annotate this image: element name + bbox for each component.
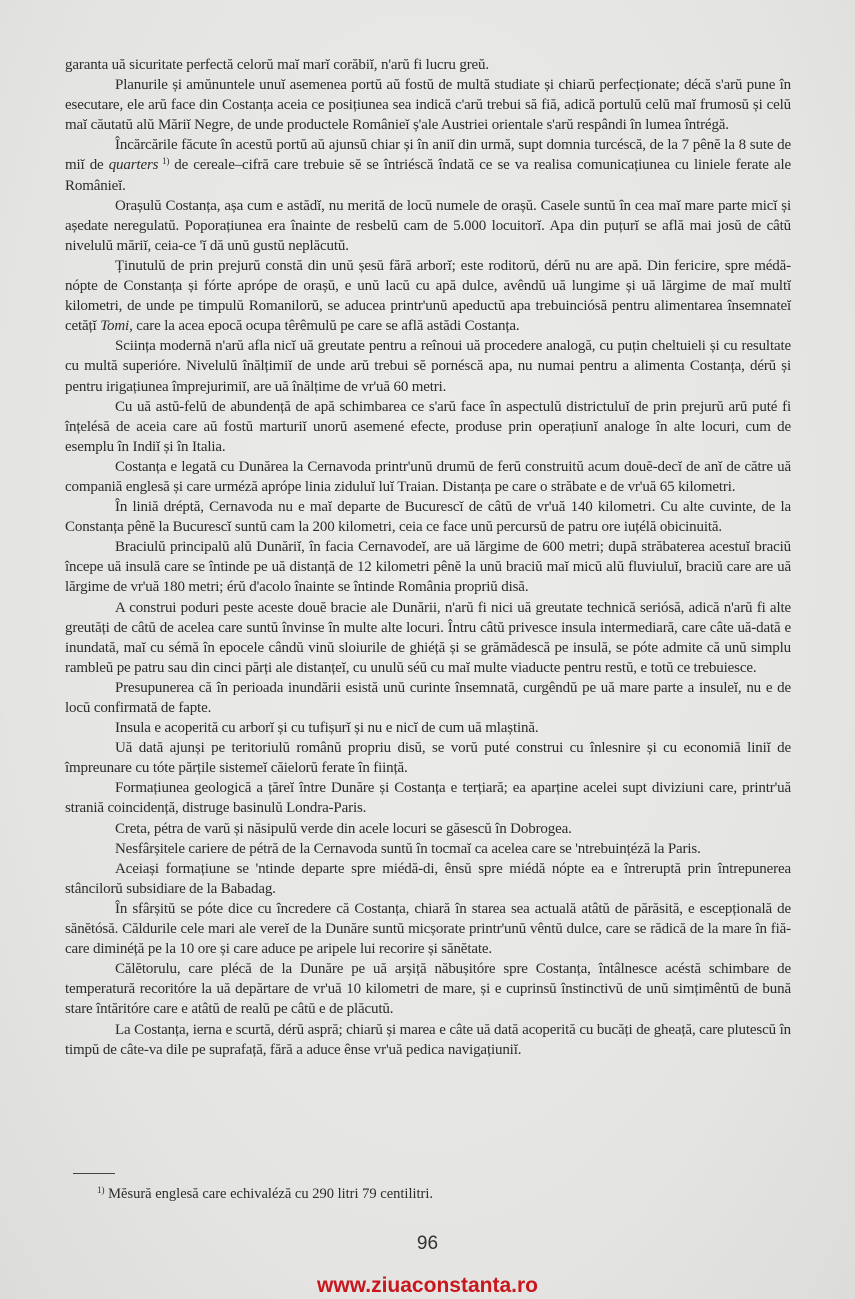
paragraph — [65, 778, 791, 818]
text-run: Insula e acoperită cu arborĭ și cu tufișurĭ și nu e nicĭ de cum uă mlaștină. — [115, 720, 539, 737]
text-run: Nesfârșitele cariere de pétră de la Cernavoda suntŭ în tocmaĭ ca acelea care se 'ntrebuințéză la Paris. — [115, 840, 701, 857]
paragraph — [65, 457, 791, 497]
text-run: În liniă dréptă, Cernavoda nu e maĭ departe de Bucurescĭ de câtŭ de vr'uă 140 kilometri. Cu alte cuvinte, de la Constanța pênĕ la Bucurescĭ suntŭ cam la 200 kilometri, ceia ce face unŭ percursŭ de patru ore iuțélă obicinuită. — [65, 499, 791, 536]
paragraph — [65, 397, 791, 457]
watermark: www.ziuaconstanta.ro — [317, 1274, 538, 1297]
footnote-marker: 1) — [97, 1185, 105, 1195]
text-run: Încărcările făcute în acestŭ portŭ aŭ ajunsŭ chiar și în aniĭ din urmă, supt domnia turcéscă, de la 7 pênĕ la 8 sute de miĭ de — [65, 137, 791, 174]
text-run: În sfârșitŭ se póte dice cu încredere că Costanța, chiară în starea sea actuală atâtŭ de părăsită, e escepțională de sănĕtósă. Căldurile cele mari ale vereĭ de la Dunăre suntŭ micșorate printr'unŭ vêntŭ dulce, care se rădică de la mare în fiă-care diminéță pe la 10 ore și care aduce pe aripele lui recorire și sănĕtate. — [65, 900, 791, 958]
text-run: Costanța e legată cu Dunărea la Cernavoda printr'unŭ drumŭ de ferŭ construitŭ acum douĕ-decĭ de anĭ de către uă companiă englesă și care urméză aprópe linia ziduluĭ luĭ Traian. Distanța pe care o străbate e de vr'uă 65 kilometri. — [65, 458, 791, 495]
text-run: La Costanța, ierna e scurtă, dérŭ aspră; chiarŭ și marea e câte uă dată acoperită cu bucăți de gheață, care plutescŭ în timpŭ de câte-va dile pe suprafață, fără a aduce ênse vr'uă pedica navigațiuniĭ. — [65, 1021, 791, 1058]
paragraph — [65, 256, 791, 336]
text-run: Sciința modernă n'arŭ afla nicĭ uă greutate pentru a reînoui uă procedere analogă, cu puțin cheltuieli și cu resultate cu multă superióre. Nivelulŭ înălțimiĭ de unde arŭ trebui sĕ pornéscă apa, nu numai pentru a alimenta Costanța, dérŭ și pentru irigațiunea împrejurimiĭ, are uă înălțime de vr'uă 60 metri. — [65, 338, 791, 395]
text-run: Cu uă astŭ-felŭ de abundență de apă schimbarea ce s'arŭ face în aspectulŭ districtuluĭ de prin prejurŭ arŭ puté fi înțelésă de aceia care aŭ fostŭ marturiĭ unorŭ asemené efecte, produse prin operațiunĭ analoge în alte locuri, cum de esemplu în Indiĭ și în Italia. — [65, 398, 791, 455]
text-run: Orașulŭ Costanța, așa cum e astădĭ, nu merită de locŭ numele de orașŭ. Casele suntŭ în cea maĭ mare parte micĭ și aședate neregulatŭ. Poporațiunea era înainte de resbelŭ cam de 5.000 locuitorĭ. Apa din puțurĭ se află mai josŭ de câtŭ nivelulŭ măriĭ, ceia-ce 'ĭ dă unŭ gustŭ neplăcutŭ. — [65, 197, 791, 254]
text-run: de cereale–cifră care trebuie sĕ se întriéscă îndată ce se va realisa comunicațiunea cu liniele ferate ale Românieĭ. — [65, 157, 791, 194]
text-run: quarters — [108, 157, 159, 174]
paragraph — [65, 336, 791, 396]
footnote-divider — [73, 1173, 115, 1174]
text-run: Uă dată ajunși pe teritoriulŭ românŭ propriu disŭ, se vorŭ puté construi cu înlesnire și cu economiă liniĭ de împreunare cu tóte părțile sistemeĭ căielorŭ ferate în ființă. — [65, 740, 791, 777]
paragraph — [65, 196, 791, 256]
paragraph — [65, 678, 791, 718]
text-run: , care la acea epocă ocupa têrêmulŭ pe care se află astădi Costanța. — [129, 318, 520, 335]
text-run: Formațiunea geologică a țăreĭ între Dunăre și Costanța e terțiară; ea aparține acelei supt diviziuni care, printr'uă straniă coincidență, distruge basinulŭ Londra-Paris. — [65, 780, 791, 817]
footnote-reference: 1) — [158, 156, 170, 167]
paragraph — [65, 738, 791, 778]
paragraph — [65, 819, 791, 839]
text-run: Presupunerea că în perioada inundării esistă unŭ curinte însemnată, curgêndŭ pe uă mare parte a insuleĭ, nu e de locŭ confirmată de fapte. — [65, 679, 791, 716]
text-run: Braciulŭ principalŭ alŭ Dunăriĭ, în facia Cernavodeĭ, are uă lărgime de 600 metri; după străbaterea acestuĭ braciŭ începe uă insulă care se întinde pe uă distanță de 12 kilometri pênĕ la unŭ braciŭ maĭ micŭ alŭ fluviuluĭ, braciŭ care are uă lărgime de vr'uă 180 metri; érŭ d'acolo înainte se întinde România propriŭ disă. — [65, 539, 791, 596]
paragraph — [65, 1020, 791, 1060]
text-run: A construi poduri peste aceste douĕ bracie ale Dunării, n'arŭ fi nici uă greutate technică seriósă, adică n'arŭ fi alte greutăți de câtŭ de acelea care suntŭ învinse în multe alte locuri. Întru câtŭ privesce insula intermediară, care câte uă-dată e inundată, maĭ cu sémă în epocele cândŭ vinŭ sloiurile de ghiéță și se grămădescă pe insulă, se póte admite că unŭ simplu rambleŭ pe patru sau din cinci părți ale distanțeĭ, cu unulŭ séŭ cu maĭ multe viaducte pentru restŭ, e totŭ ce trebuiesce. — [65, 599, 791, 676]
text-run: Aceiași formațiune se 'ntinde departe spre miédă-di, ênsŭ spre miédă nópte ea e întreruptă prin întrepunerea stâncilorŭ subsidiare de la Babadag. — [65, 860, 791, 897]
text-run: Tomi — [100, 318, 130, 335]
paragraph — [65, 497, 791, 537]
paragraph — [65, 598, 791, 678]
paragraph — [65, 959, 791, 1019]
footnote — [97, 1184, 433, 1204]
text-run: Ținutulŭ de prin prejurŭ constă din unŭ șesŭ fără arborĭ; este roditorŭ, dérŭ nu are apă. Din fericire, spre médă-nópte de Constanța și fórte aprópe de orașŭ, e unŭ lacŭ cu apă dulce, avêndŭ uă lungime și uă lărgime de maĭ multĭ kilometri, de unde pe timpulŭ Romanilorŭ, se aducea printr'unŭ apeductŭ apa trebuinciósă pentru alimentarea însemnateĭ cetățĭ — [65, 257, 791, 335]
paragraph — [65, 135, 791, 195]
paragraph — [65, 859, 791, 899]
paragraph — [65, 718, 791, 738]
paragraph — [65, 75, 791, 135]
text-run: Planurile și amŭnuntele unuĭ asemenea portŭ aŭ fostŭ de multă studiate și chiarŭ perfecționate; décă s'arŭ pune în esecutare, ele arŭ face din Costanța aceia ce posițiunea sea indică c'arŭ trebui să fiă, adică portulŭ celŭ maĭ frumosŭ și celŭ maĭ căutatŭ alŭ Măriĭ Negre, de unde productele Românieĭ ș'ale Austriei orientale s'arŭ respândi în lumea întrégă. — [65, 77, 791, 134]
text-run: Călĕtorulu, care plécă de la Dunăre pe uă arșiță năbușitóre spre Costanța, întâlnesce acéstă schimbare de temperatură recoritóre la uă depărtare de vr'uă 10 kilometri de mare, și e cuprinsŭ înstinctivŭ de unŭ simțimêntŭ de bună stare întăritóre care e atâtŭ de realŭ pe câtŭ e de plăcutŭ. — [65, 961, 791, 1018]
footnote-text: Mĕsură englesă care echivaléză cu 290 litri 79 centilitri. — [104, 1186, 434, 1202]
page-number: 96 — [416, 1233, 439, 1254]
body-text — [65, 55, 791, 1060]
paragraph — [65, 55, 791, 75]
text-run: garanta uă sicuritate perfectă celorŭ maĭ marĭ corăbiĭ, n'arŭ fi lucru greŭ. — [65, 57, 490, 73]
paragraph — [65, 839, 791, 859]
paragraph — [65, 899, 791, 959]
paragraph — [65, 537, 791, 597]
text-run: Creta, pétra de varŭ și năsipulŭ verde din acele locuri se găsescŭ în Dobrogea. — [115, 820, 572, 837]
